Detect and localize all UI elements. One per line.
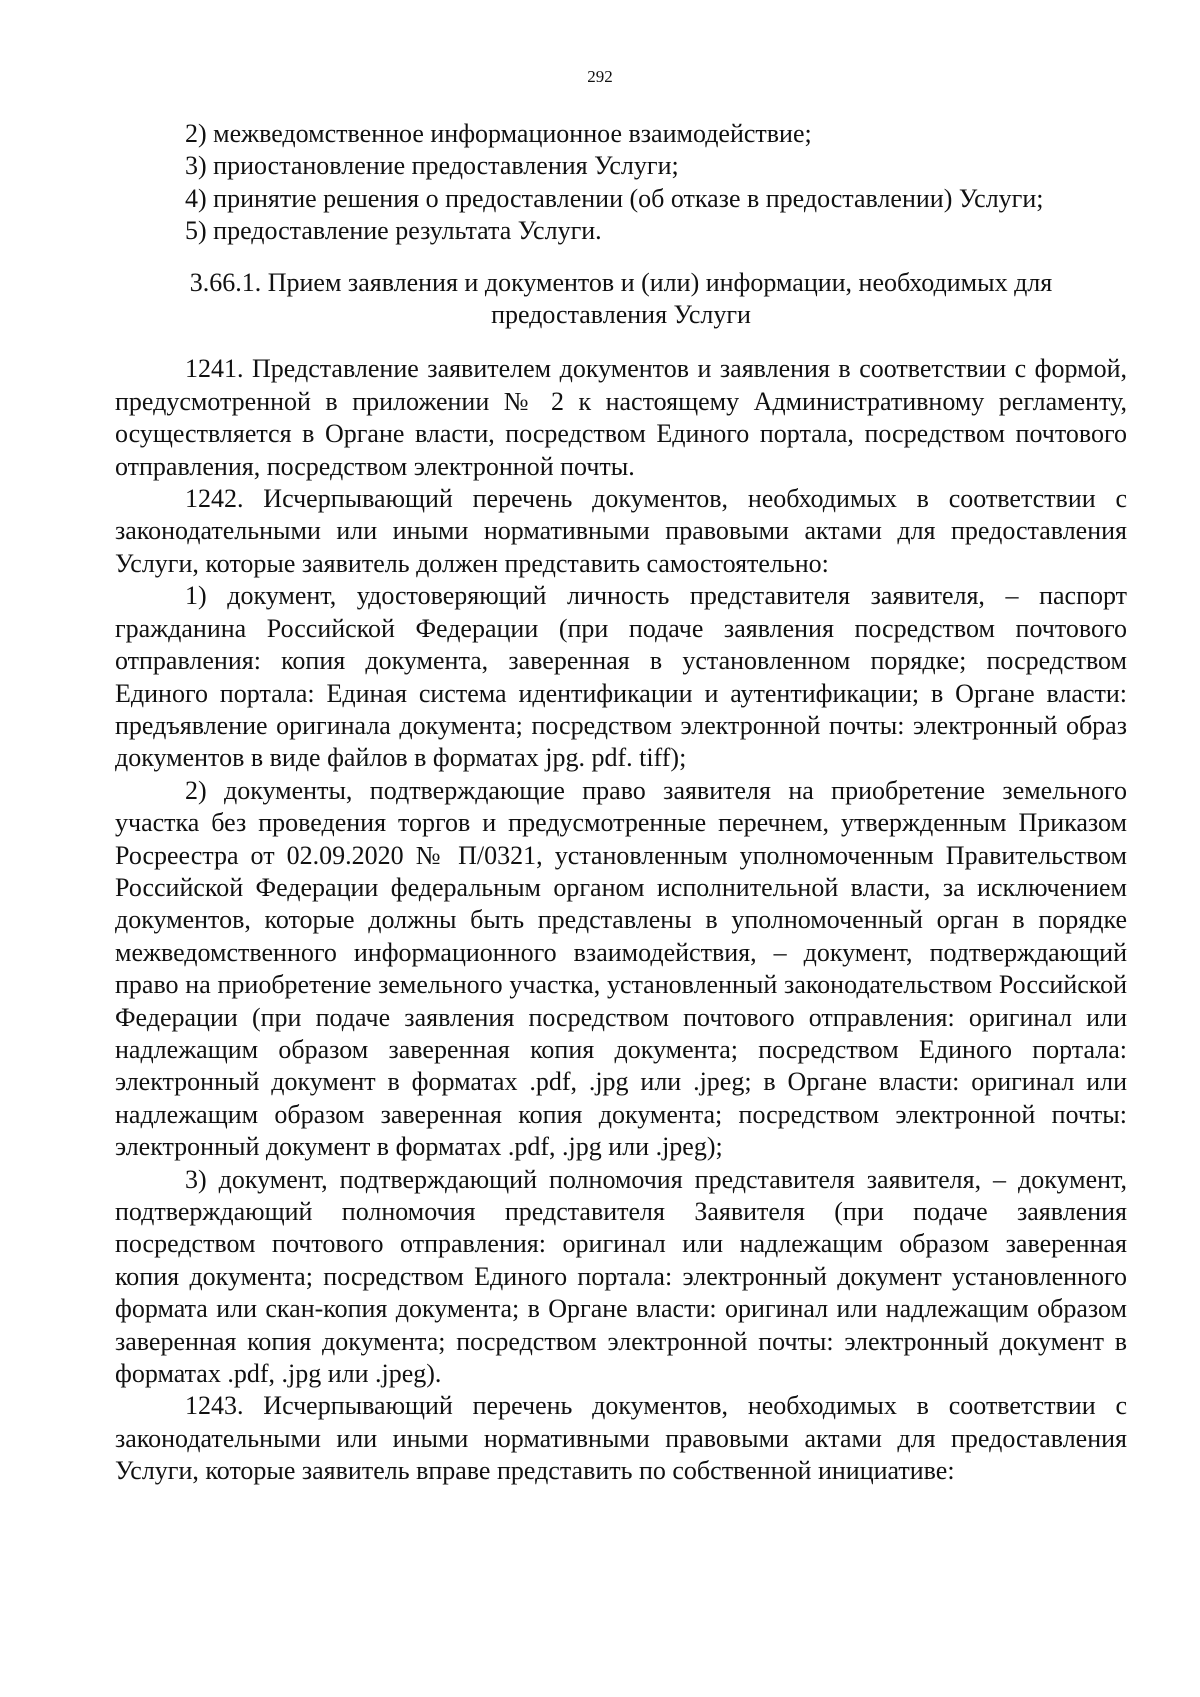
paragraph-item-1: 1) документ, удостоверяющий личность представителя заявителя, – паспорт гражданина Российской Федерации (при подаче заявления посредством почтового отправления: копия документа, заверенная в установленном порядке; посредством Единого портала: Единая система идентификации и аутентификации; в Органе власти: предъявление оригинала документа; посредством электронной почты: электронный образ документов в виде файлов в форматах jpg. pdf. tiff); — [115, 581, 1127, 773]
paragraph-1242: 1242. Исчерпывающий перечень документов, необходимых в соответствии с законодательными или иными нормативными правовыми актами для предоставления Услуги, которые заявитель должен представить самостоятельно: — [115, 484, 1127, 578]
document-body — [115, 118, 1127, 1488]
list-item: 2) межведомственное информационное взаимодействие; — [185, 119, 812, 148]
section-heading: 3.66.1. Прием заявления и документов и (или) информации, необходимых для предоставления Услуги — [189, 267, 1053, 330]
page-number: 292 — [587, 67, 613, 86]
paragraph-1243: 1243. Исчерпывающий перечень документов, необходимых в соответствии с законодательными или иными нормативными правовыми актами для предоставления Услуги, которые заявитель вправе представить по собственной инициативе: — [115, 1391, 1127, 1486]
list-item: 4) принятие решения о предоставлении (об отказе в предоставлении) Услуги; — [185, 183, 1044, 213]
list-item: 3) приостановление предоставления Услуги; — [185, 151, 679, 181]
paragraph-item-2: 2) документы, подтверждающие право заявителя на приобретение земельного участка без проведения торгов и предусмотренные перечнем, утвержденным Приказом Росреестра от 02.09.2020 № П/0321, установленным уполномоченным Правительством Российской Федерации федеральным органом исполнительной власти, за исключением документов, которые должны быть представлены в уполномоченный орган в порядке межведомственного информационного взаимодействия, – документ, подтверждающий право на приобретение земельного участка, установленный законодательством Российской Федерации (при подаче заявления посредством почтового отправления: оригинал или надлежащим образом заверенная копия документа; посредством Единого портала: электронный документ в форматах .pdf, .jpg или .jpeg; в Органе власти: оригинал или надлежащим образом заверенная копия документа; посредством электронной почты: электронный документ в форматах .pdf, .jpg или .jpeg); — [115, 775, 1127, 1162]
paragraph-1241: 1241. Представление заявителем документов и заявления в соответствии с формой, предусмотренной в приложении № 2 к настоящему Административному регламенту, осуществляется в Органе власти, посредством Единого портала, посредством почтового отправления, посредством электронной почты. — [115, 354, 1127, 481]
paragraph-item-3: 3) документ, подтверждающий полномочия представителя заявителя, – документ, подтверждающий полномочия представителя Заявителя (при подаче заявления посредством почтового отправления: оригинал или надлежащим образом заверенная копия документа; посредством Единого портала: электронный документ установленного формата или скан-копия документа; в Органе власти: оригинал или надлежащим образом заверенная копия документа; посредством электронной почты: электронный документ в форматах .pdf, .jpg или .jpeg). — [115, 1164, 1127, 1389]
list-item: 5) предоставление результата Услуги. — [185, 216, 602, 246]
